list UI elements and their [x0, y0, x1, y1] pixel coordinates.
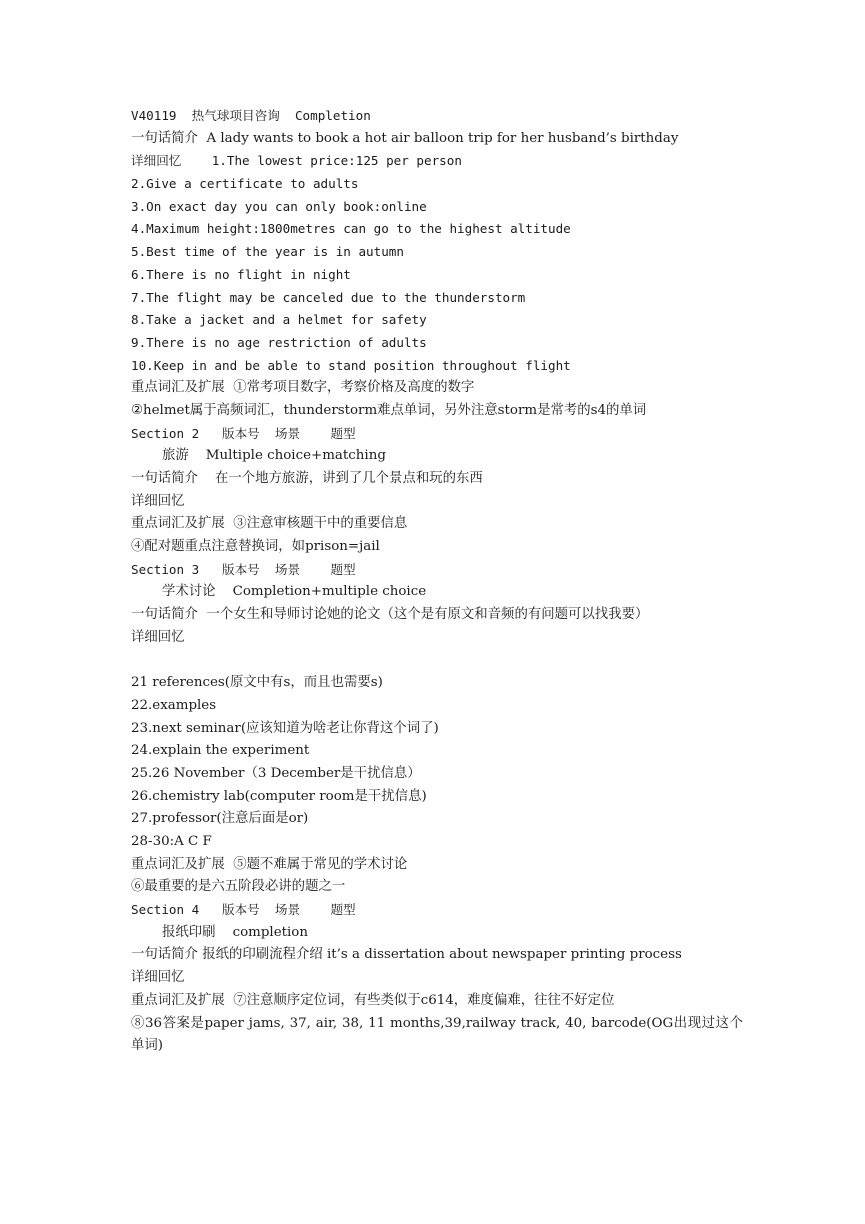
summary-line: 一句话简介 一个女生和导师讨论她的论文（这个是有原文和音频的有问题可以找我要） [131, 607, 649, 623]
vocab-line: 重点词汇及扩展 ①常考项目数字，考察价格及高度的数字 [131, 380, 475, 396]
answer-line: 8.Take a jacket and a helmet for safety [131, 312, 427, 328]
section-topic: 旅游 Multiple choice+matching [162, 448, 386, 464]
summary-line: 一句话简介 报纸的印刷流程介绍 it’s a dissertation about newspaper printing process [131, 947, 682, 963]
answer-line: 7.The flight may be canceled due to the thunderstorm [131, 289, 526, 305]
answer-line: 3.On exact day you can only book:online [131, 198, 427, 214]
answer-line: 2.Give a certificate to adults [131, 176, 359, 192]
section-heading: Section 2 版本号 场景 题型 [131, 425, 356, 441]
vocab-line: 重点词汇及扩展 ⑤题不难属于常见的学术讨论 [131, 856, 408, 872]
blank-line [131, 650, 743, 673]
summary-line: 一句话简介 在一个地方旅游，讲到了几个景点和玩的东西 [131, 471, 483, 486]
vocab-line: ②helmet属于高频词汇，thunderstorm难点单词，另外注意storm是常考的s4的单词 [131, 402, 647, 418]
section-heading: Section 4 版本号 场景 题型 [131, 902, 356, 918]
answer-line: 22.examples [131, 697, 217, 713]
answer-line: 24.explain the experiment [131, 743, 310, 759]
recall-line: 详细回忆 [131, 970, 185, 986]
answer-line: 9.There is no age restriction of adults [131, 334, 427, 350]
vocab-line: ⑥最重要的是六五阶段必讲的题之一 [131, 879, 346, 895]
vocab-line: ④配对题重点注意替换词，如prison=jail [131, 539, 380, 555]
recall-line: 详细回忆 1.The lowest price:125 per person [131, 153, 462, 169]
vocab-line: 重点词汇及扩展 ③注意审核题干中的重要信息 [131, 516, 408, 532]
section-heading: Section 3 版本号 场景 题型 [131, 561, 356, 577]
answer-line: 4.Maximum height:1800metres can go to the highest altitude [131, 221, 571, 237]
doc-title: V40119 热气球项目咨询 Completion [131, 108, 371, 123]
answer-line: 23.next seminar(应该知道为啥老让你背这个词了) [131, 720, 439, 736]
answer-line: 27.professor(注意后面是or) [131, 811, 309, 827]
answer-line: 28-30:A C F [131, 834, 212, 849]
section-topic: 学术讨论 Completion+multiple choice [162, 584, 427, 600]
answer-line: 25.26 November（3 December是干扰信息） [131, 765, 421, 781]
answer-line: 6.There is no flight in night [131, 266, 351, 282]
answer-line: 5.Best time of the year is in autumn [131, 244, 404, 260]
vocab-line: ⑧36答案是paper jams, 37, air, 38, 11 months,39,railway track, 40, barcode(OG出现过这个单词) [131, 1015, 743, 1054]
section-topic: 报纸印刷 completion [162, 924, 308, 940]
summary-line: 一句话简介 A lady wants to book a hot air balloon trip for her husband’s birthday [131, 130, 679, 146]
recall-line: 详细回忆 [131, 493, 185, 509]
vocab-line: 重点词汇及扩展 ⑦注意顺序定位词，有些类似于c614，难度偏难，往往不好定位 [131, 992, 615, 1008]
recall-line: 详细回忆 [131, 629, 185, 645]
answer-line: 10.Keep in and be able to stand position throughout flight [131, 357, 571, 373]
document-body [131, 105, 743, 1058]
answer-line: 26.chemistry lab(computer room是干扰信息) [131, 788, 427, 804]
answer-line: 21 references(原文中有s，而且也需要s) [131, 675, 383, 691]
